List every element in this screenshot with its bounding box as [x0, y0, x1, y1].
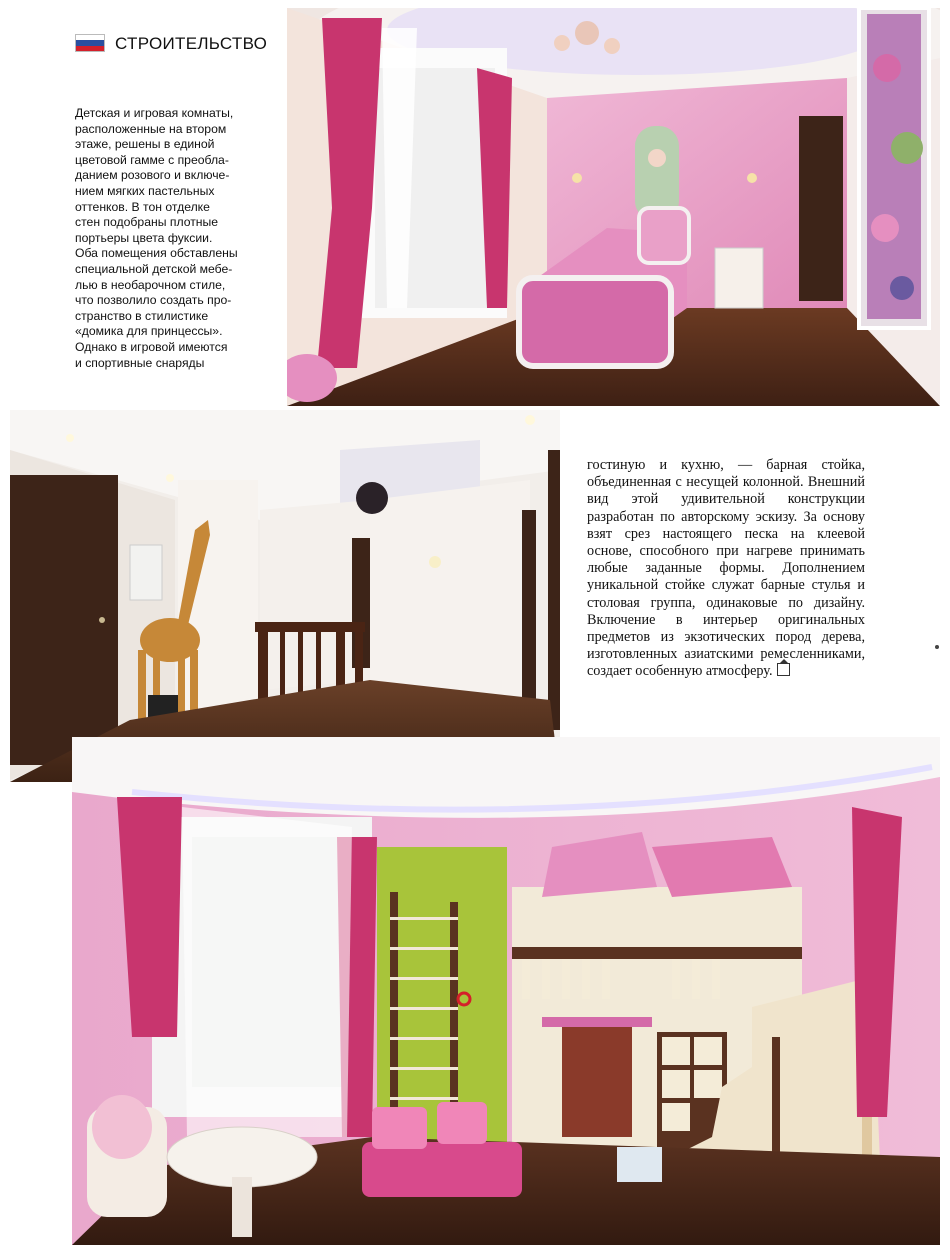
bedroom-photo: [287, 8, 940, 406]
intro-line: лью в необарочном стиле,: [75, 277, 226, 292]
intro-line: нием мягких пастельных: [75, 183, 215, 198]
intro-line: портьеры цвета фуксии.: [75, 230, 213, 245]
intro-line: этаже, решены в единой: [75, 137, 215, 152]
playroom-photo: [72, 737, 940, 1245]
margin-dot: [935, 645, 939, 649]
intro-caption: [75, 106, 265, 371]
intro-line: расположенные на втором: [75, 121, 227, 136]
intro-line: оттенков. В тон отделке: [75, 199, 210, 214]
intro-line: и спортивные снаряды: [75, 355, 205, 370]
hallway-photo: [10, 410, 560, 782]
intro-line: Однако в игровой имеются: [75, 339, 228, 354]
house-icon: [777, 663, 790, 676]
intro-line: что позволило создать про-: [75, 293, 232, 308]
section-title: СТРОИТЕЛЬСТВО: [115, 34, 268, 53]
intro-line: Оба помещения обставлены: [75, 246, 238, 261]
body-paragraph: гостиную и кухню, — барная стойка, объединенная с несущей колонной. Внешний вид этой удивительной конструкции разработан по авторскому эскизу. За основу взят срез настоящего песка на клеевой основе, способного при нагреве принимать любые заданные формы. Дополнением уникальной стойке служат барные стулья и столовая группа, одинаковые по дизайну. Включение в интерьер оригинальных предметов из экзотических пород дерева, изготовленных азиатскими ремесленниками, создает особенную атмосферу.: [587, 457, 865, 680]
intro-line: странство в стилистике: [75, 308, 209, 323]
intro-line: специальной детской мебе-: [75, 261, 233, 276]
body-text: [587, 457, 865, 681]
russia-flag-icon: [75, 34, 105, 52]
intro-line: цветовой гамме с преобла-: [75, 152, 229, 167]
flag-stripe-red: [76, 46, 104, 51]
intro-line: данием розового и включе-: [75, 168, 230, 183]
intro-line: «домика для принцессы».: [75, 324, 223, 339]
intro-line: стен подобраны плотные: [75, 215, 219, 230]
intro-line: Детская и игровая комнаты,: [75, 106, 234, 120]
